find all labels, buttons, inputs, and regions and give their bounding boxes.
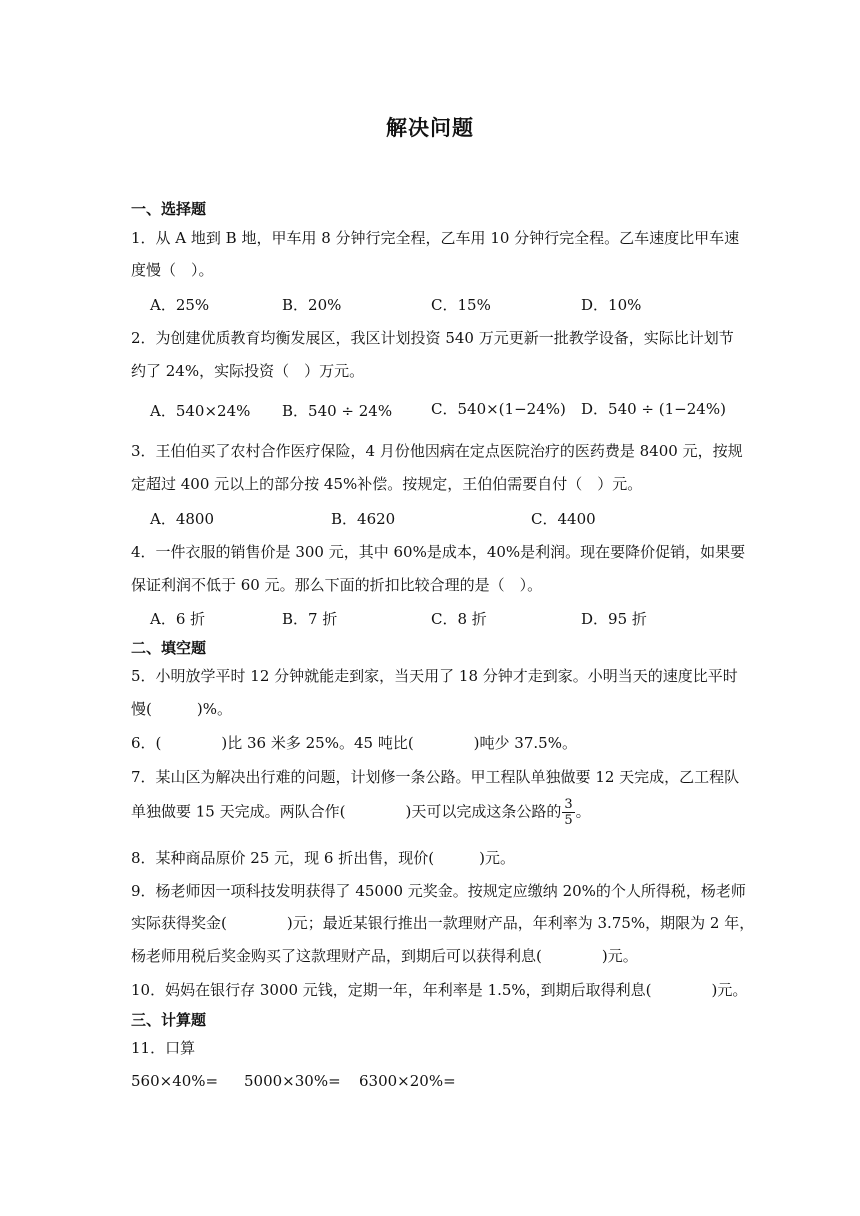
- question-2-option-a: [150, 400, 250, 421]
- question-11-line-1: 11．口算: [131, 1039, 196, 1057]
- question-4-option-c: C．8 折: [431, 610, 487, 628]
- question-6-line-1: 6．( )比 36 米多 25%。45 吨比( )吨少 37.5%。: [131, 734, 577, 752]
- calc-item-3: 6300×20%=: [359, 1072, 456, 1090]
- fraction-numerator: 3: [564, 797, 573, 812]
- question-1-option-d: D．10%: [581, 296, 642, 314]
- question-8-line-1: 8．某种商品原价 25 元，现 6 折出售，现价( )元。: [131, 849, 515, 867]
- question-2-option-c: [431, 398, 566, 419]
- question-4-option-b: B．7 折: [282, 610, 338, 628]
- question-9-line-3: 杨老师用税后奖金购买了这款理财产品，到期后可以获得利息( )元。: [131, 947, 638, 965]
- question-1-option-a: A．25%: [150, 296, 210, 314]
- fraction-three-fifths: [562, 797, 574, 828]
- question-5-line-1: 5．小明放学平时 12 分钟就能走到家，当天用了 18 分钟才走到家。小明当天的速度比平时: [131, 667, 738, 685]
- question-4-line-2: 保证利润不低于 60 元。那么下面的折扣比较合理的是（ ）。: [131, 576, 543, 594]
- question-4-line-1: 4．一件衣服的销售价是 300 元，其中 60%是成本，40%是利润。现在要降价促销，如果要: [131, 543, 746, 561]
- option-b-expression: 540 ÷ 24%: [308, 402, 393, 420]
- question-2-option-d: [581, 398, 726, 419]
- question-1-option-b: B．20%: [282, 296, 342, 314]
- section-heading-fill: 二、填空题: [131, 639, 207, 657]
- question-3-option-c: C．4400: [531, 510, 596, 528]
- question-7-line-2-text: 单独做要 15 天完成。两队合作( )天可以完成这条公路的: [131, 802, 562, 821]
- question-4-option-a: A．6 折: [150, 610, 206, 628]
- option-a-expression: 540×24%: [175, 402, 251, 420]
- question-3-option-b: B．4620: [331, 510, 396, 528]
- question-2-line-1: 2．为创建优质教育均衡发展区，我区计划投资 540 万元更新一批教学设备，实际比计划节: [131, 329, 734, 347]
- question-3-line-2: 定超过 400 元以上的部分按 45%补偿。按规定，王伯伯需要自付（ ）元。: [131, 475, 643, 493]
- section-heading-choice: 一、选择题: [131, 200, 207, 218]
- question-9-line-1: 9．杨老师因一项科技发明获得了 45000 元奖金。按规定应缴纳 20%的个人所得税，杨老师: [131, 882, 746, 900]
- option-d-expression: 540 ÷ (1−24%): [608, 400, 726, 418]
- question-7-line-2: [131, 797, 591, 828]
- option-a-letter: A．: [150, 402, 176, 420]
- calc-item-1: 560×40%=: [131, 1072, 219, 1090]
- question-4-option-d: D．95 折: [581, 610, 647, 628]
- option-c-letter: C．: [431, 400, 458, 418]
- calc-item-2: 5000×30%=: [244, 1072, 341, 1090]
- page-title: 解决问题: [386, 115, 474, 140]
- question-7-line-1: 7．某山区为解决出行难的问题，计划修一条公路。甲工程队单独做要 12 天完成，乙工程队: [131, 768, 740, 786]
- option-b-letter: B．: [282, 402, 309, 420]
- question-3-option-a: A．4800: [150, 510, 215, 528]
- question-5-line-2: 慢( )%。: [131, 700, 232, 718]
- option-c-expression: 540×(1−24%): [457, 400, 566, 418]
- question-1-line-2: 度慢（ ）。: [131, 261, 214, 279]
- fraction-denominator: 5: [564, 813, 573, 828]
- question-2-option-b: [282, 400, 392, 421]
- question-2-line-2: 约了 24%，实际投资（ ）万元。: [131, 362, 365, 380]
- question-3-line-1: 3．王伯伯买了农村合作医疗保险，4 月份他因病在定点医院治疗的医药费是 8400 元，按规: [131, 442, 743, 460]
- section-heading-calc: 三、计算题: [131, 1011, 207, 1029]
- question-10-line-1: 10．妈妈在银行存 3000 元钱，定期一年，年利率是 1.5%，到期后取得利息( )元。: [131, 981, 748, 999]
- question-1-line-1: 1．从 A 地到 B 地，甲车用 8 分钟行完全程，乙车用 10 分钟行完全程。乙车速度比甲车速: [131, 229, 740, 247]
- question-7-line-2-end: 。: [575, 802, 591, 821]
- question-9-line-2: 实际获得奖金( )元；最近某银行推出一款理财产品，年利率为 3.75%，期限为 2 年，: [131, 914, 755, 932]
- option-d-letter: D．: [581, 400, 609, 418]
- question-1-option-c: C．15%: [431, 296, 491, 314]
